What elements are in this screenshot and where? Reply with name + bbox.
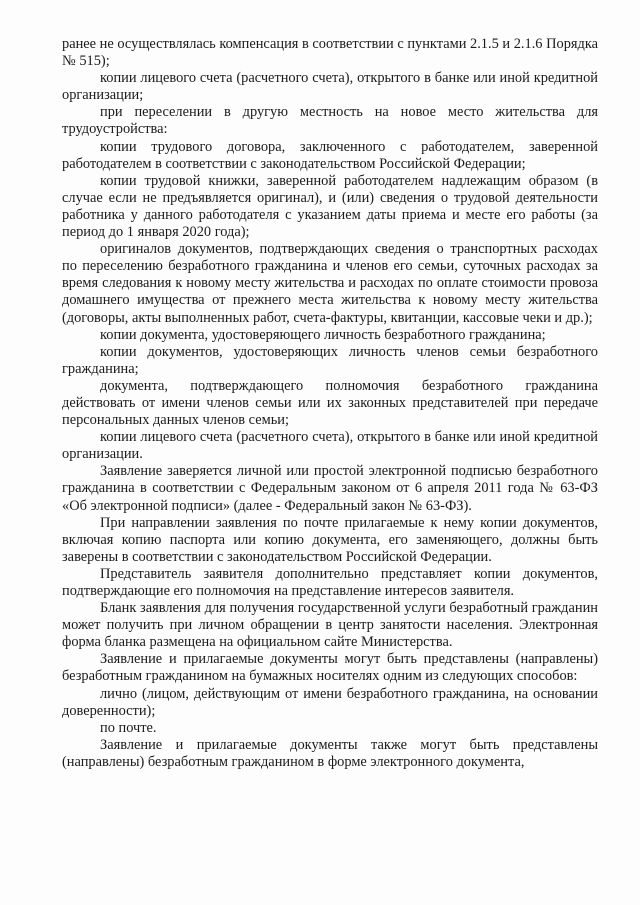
paragraph-authority-document: документа, подтверждающего полномочия безработного гражданина действовать от имени членов семьи или их законных представителей при передаче персональных данных членов семьи;	[62, 377, 598, 429]
paragraph-form-availability: Бланк заявления для получения государственной услуги безработный гражданин может получить при личном обращении в центр занятости населения. Электронная форма бланка размещена на официальном сайте Министерства.	[62, 600, 598, 651]
paragraph-bank-account-copy: копии лицевого счета (расчетного счета), открытого в банке или иной кредитной организации;	[62, 70, 598, 104]
paragraph-bank-account-copy-2: копии лицевого счета (расчетного счета), открытого в банке или иной кредитной организации.	[62, 429, 598, 463]
paragraph-submission-methods: Заявление и прилагаемые документы могут быть представлены (направлены) безработным гражданином на бумажных носителях одним из следующих способов:	[62, 651, 598, 685]
paragraph-signature: Заявление заверяется личной или простой электронной подписью безработного гражданина в соответствии с Федеральным законом от 6 апреля 2011 года № 63-ФЗ «Об электронной подписи» (далее - Федеральный закон № 63-ФЗ).	[62, 463, 598, 514]
paragraph-employment-contract: копии трудового договора, заключенного с работодателем, заверенной работодателем в соответствии с законодательством Российской Федерации;	[62, 138, 598, 172]
paragraph-representative: Представитель заявителя дополнительно представляет копии документов, подтверждающие его полномочия на представление интересов заявителя.	[62, 565, 598, 599]
document-body	[62, 36, 598, 771]
paragraph-identity-document: копии документа, удостоверяющего личность безработного гражданина;	[100, 326, 546, 343]
paragraph-postal-submission: При направлении заявления по почте прилагаемые к нему копии документов, включая копию паспорта или копию документа, его заменяющего, должны быть заверены в соответствии с законодательством Российской Федерации.	[62, 514, 598, 565]
paragraph-continuation: ранее не осуществлялась компенсация в соответствии с пунктами 2.1.5 и 2.1.6 Порядка № 515);	[62, 36, 598, 70]
paragraph-electronic-submission: Заявление и прилагаемые документы также могут быть представлены (направлены) безработным гражданином в форме электронного документа,	[62, 736, 598, 770]
paragraph-work-book: копии трудовой книжки, заверенной работодателем надлежащим образом (в случае если не предъявляется оригинал), и (или) сведения о трудовой деятельности работника у данного работодателя с указанием даты приема и месте его работы (за период до 1 января 2020 года);	[62, 172, 598, 241]
paragraph-transport-expenses: оригиналов документов, подтверждающих сведения о транспортных расходах по переселению безработного гражданина и членов его семьи, суточных расходах за время следования к новому месту жительства и расходах по оплате стоимости провоза домашнего имущества от прежнего места жительства к новому месту жительства (договоры, акты выполненных работ, счета-фактуры, квитанции, кассовые чеки и др.);	[62, 241, 598, 326]
paragraph-by-post: по почте.	[100, 719, 157, 736]
paragraph-family-identity: копии документов, удостоверяющих личность членов семьи безработного гражданина;	[62, 343, 598, 377]
paragraph-relocation-heading: при переселении в другую местность на новое место жительства для трудоустройства:	[62, 104, 598, 138]
paragraph-in-person: лично (лицом, действующим от имени безработного гражданина, на основании доверенности);	[62, 685, 598, 719]
